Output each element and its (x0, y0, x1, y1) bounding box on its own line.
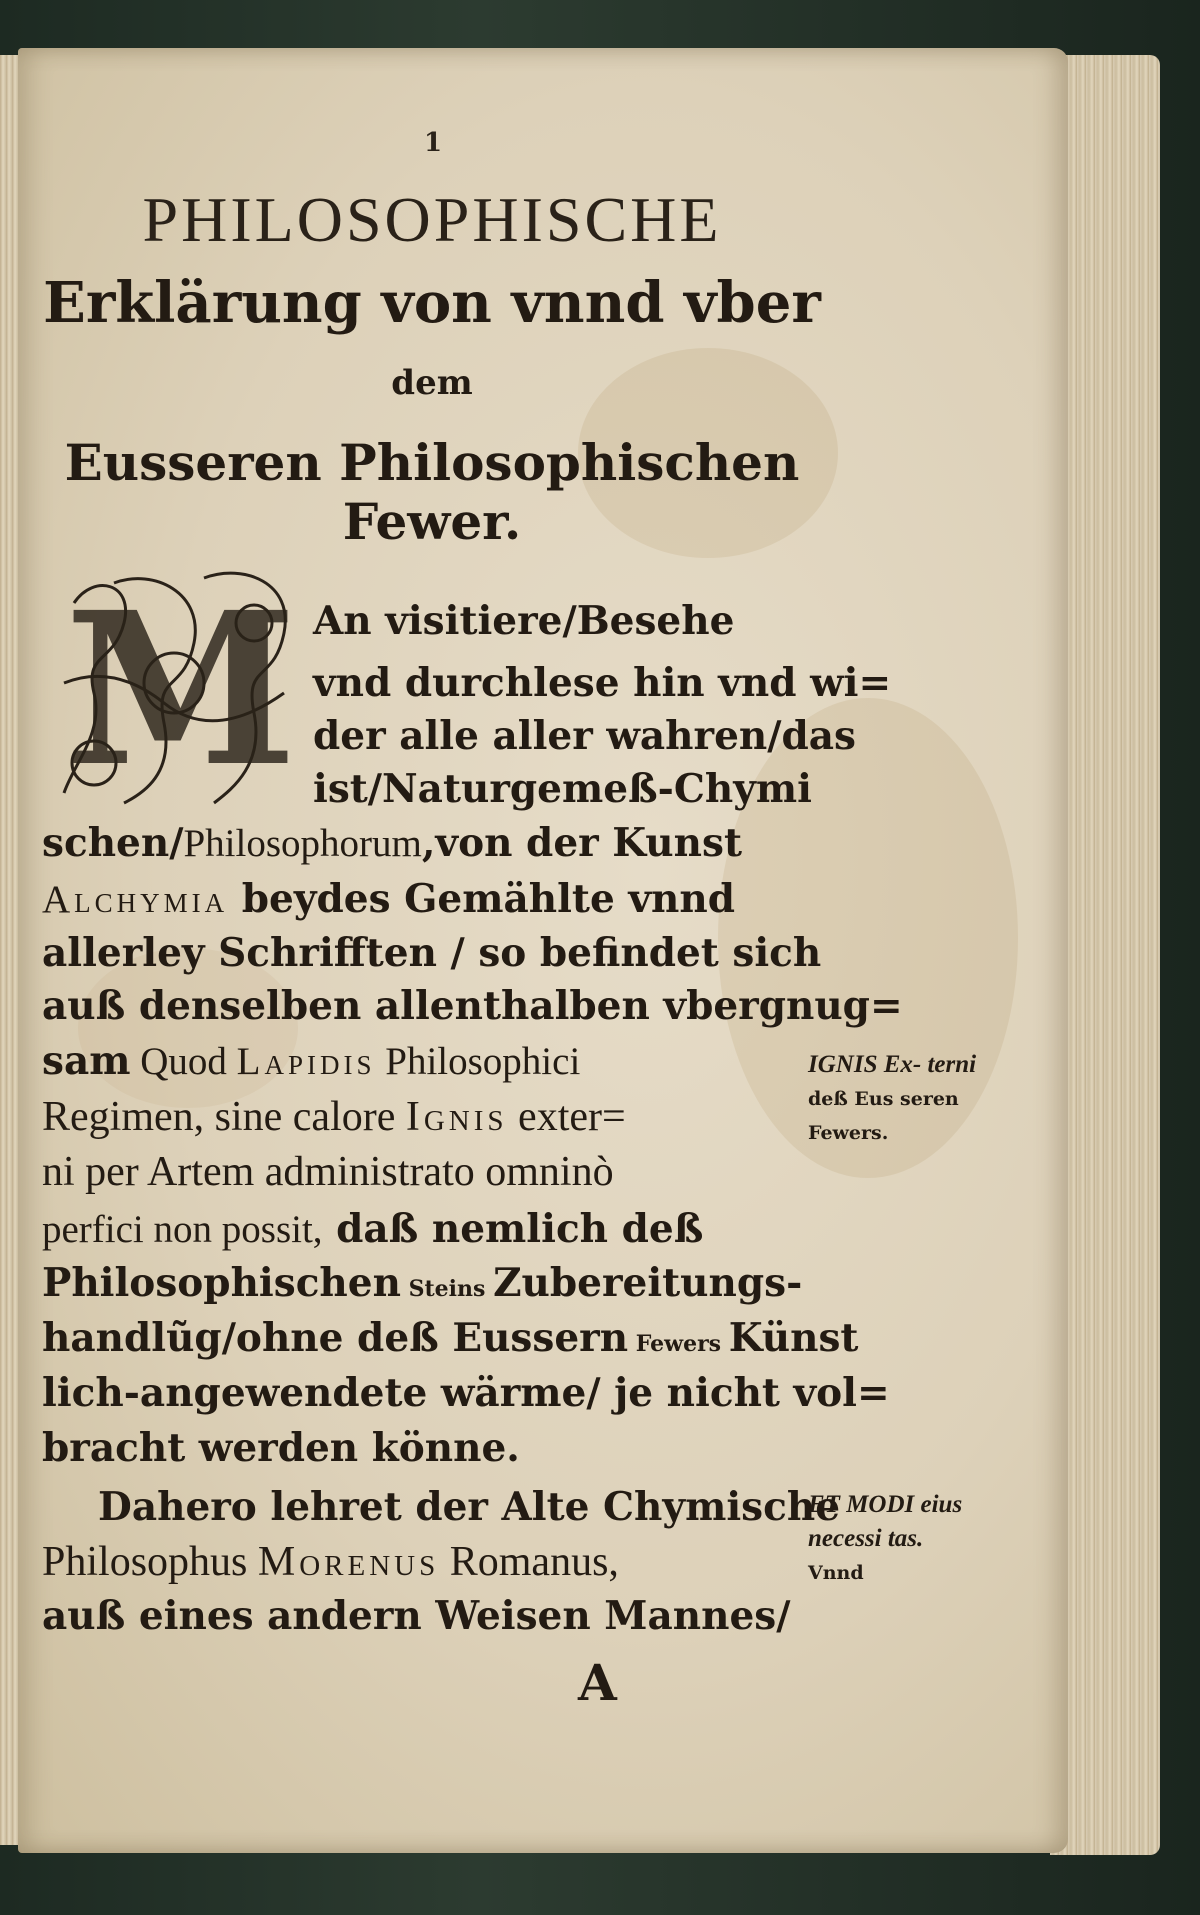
margin-note (808, 1048, 988, 1150)
body-line: bracht werden könne. (42, 1425, 520, 1471)
book-page (18, 48, 1068, 1853)
body-line: vnd durchlese hin vnd wi= (313, 660, 892, 706)
initial-letter: M (64, 566, 298, 808)
body-line: Dahero lehret der Alte Chymische (98, 1484, 841, 1530)
margin-note-latin: ET MODI eius necessi tas. (808, 1491, 963, 1552)
body-line: Regimen, sine calore Ignis exter= (42, 1094, 626, 1140)
margin-note-german: deß Eus seren Fewers. (808, 1088, 959, 1144)
title-line-2: Erklärung von vnnd vber (43, 270, 821, 336)
body-line: ist/Naturgemeß-Chymi (313, 766, 812, 812)
body-line: allerley Schrifften / so befindet sich (42, 930, 822, 976)
title-line-4: Eusseren Philosophischen Fewer. (64, 433, 800, 551)
body-line: Philosophus Morenus Romanus, (42, 1539, 619, 1585)
decorated-initial (54, 563, 309, 808)
body-line: ni per Artem administrato omninò (42, 1149, 614, 1195)
body-line: An visitiere/Besehe (313, 598, 735, 644)
title-line-1: PHILOSOPHISCHE (142, 184, 722, 255)
body-line: handlũg/ohne deß Eussern Fewers Künst (42, 1315, 859, 1361)
margin-note (808, 1488, 988, 1590)
margin-note-latin: IGNIS Ex- terni (808, 1051, 977, 1078)
body-line: perfici non possit, daß nemlich deß (42, 1206, 704, 1252)
title-line-3: dem (391, 363, 473, 403)
body-line: Philosophischen Steins Zubereitungs- (42, 1260, 803, 1306)
body-line: schen/Philosophorum,von der Kunst (42, 820, 742, 866)
body-line: Alchymia beydes Gemählte vnnd (42, 876, 735, 922)
body-line: lich-angewendete wärme/ je nicht vol= (42, 1370, 890, 1416)
margin-note-german: Vnnd (808, 1562, 864, 1584)
body-line: auß eines andern Weisen Mannes/ (42, 1593, 791, 1639)
signature-mark: 1 (423, 128, 443, 158)
body-line: auß denselben allenthalben vbergnug= (42, 983, 903, 1029)
catchword: A (578, 1653, 617, 1712)
body-line: der alle aller wahren/das (313, 713, 856, 759)
body-line: sam Quod Lapidis Philosophici (42, 1038, 581, 1084)
